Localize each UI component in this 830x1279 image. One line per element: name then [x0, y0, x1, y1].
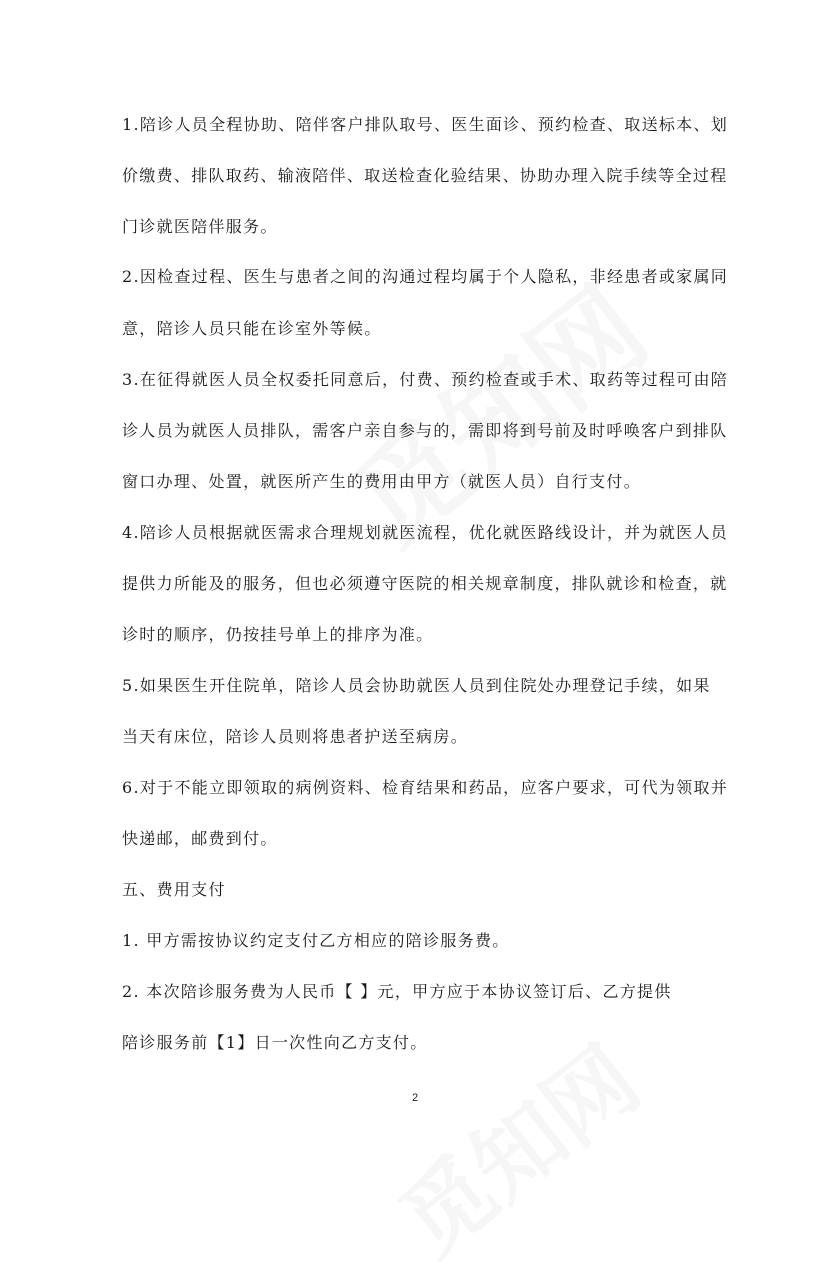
text-line: 诊人员为就医人员排队，需客户亲自参与的，需即将到号前及时呼唤客户到排队: [122, 421, 728, 440]
text-line: 提供力所能及的服务，但也必须遵守医院的相关规章制度，排队就诊和检查，就: [122, 574, 728, 593]
text-line: 陪诊服务前【1】日一次性向乙方支付。: [122, 1033, 428, 1052]
text-line: 门诊就医陪伴服务。: [122, 217, 278, 236]
text-line: 窗口办理、处置，就医所产生的费用由甲方（就医人员）自行支付。: [122, 472, 642, 491]
text-line: 快递邮，邮费到付。: [122, 829, 278, 848]
text-line: 1.陪诊人员全程协助、陪伴客户排队取号、医生面诊、预约检查、取送标本、划: [122, 115, 729, 134]
text-line: 4.陪诊人员根据就医需求合理规划就医流程，优化就医路线设计，并为就医人员: [122, 523, 729, 542]
page-number: 2: [411, 1092, 419, 1104]
text-line: 3.在征得就医人员全权委托同意后，付费、预约检查或手术、取药等过程可由陪: [122, 370, 729, 389]
text-line: 6.对于不能立即领取的病例资料、检育结果和药品，应客户要求，可代为领取并: [122, 778, 729, 797]
text-line: 诊时的顺序，仍按挂号单上的排序为准。: [122, 625, 434, 644]
text-line: 1. 甲方需按协议约定支付乙方相应的陪诊服务费。: [122, 931, 510, 950]
text-line: 2. 本次陪诊服务费为人民币【 】元，甲方应于本协议签订后、乙方提供: [122, 982, 672, 1001]
text-line: 意，陪诊人员只能在诊室外等候。: [122, 319, 382, 338]
text-line: 5.如果医生开住院单，陪诊人员会协助就医人员到住院处办理登记手续，如果: [122, 676, 711, 695]
section-heading: 五、费用支付: [122, 880, 226, 899]
text-line: 2.因检查过程、医生与患者之间的沟通过程均属于个人隐私，非经患者或家属同: [122, 267, 729, 286]
text-line: 当天有床位，陪诊人员则将患者护送至病房。: [122, 727, 469, 746]
text-line: 价缴费、排队取药、输液陪伴、取送检查化验结果、协助办理入院手续等全过程: [122, 166, 728, 185]
